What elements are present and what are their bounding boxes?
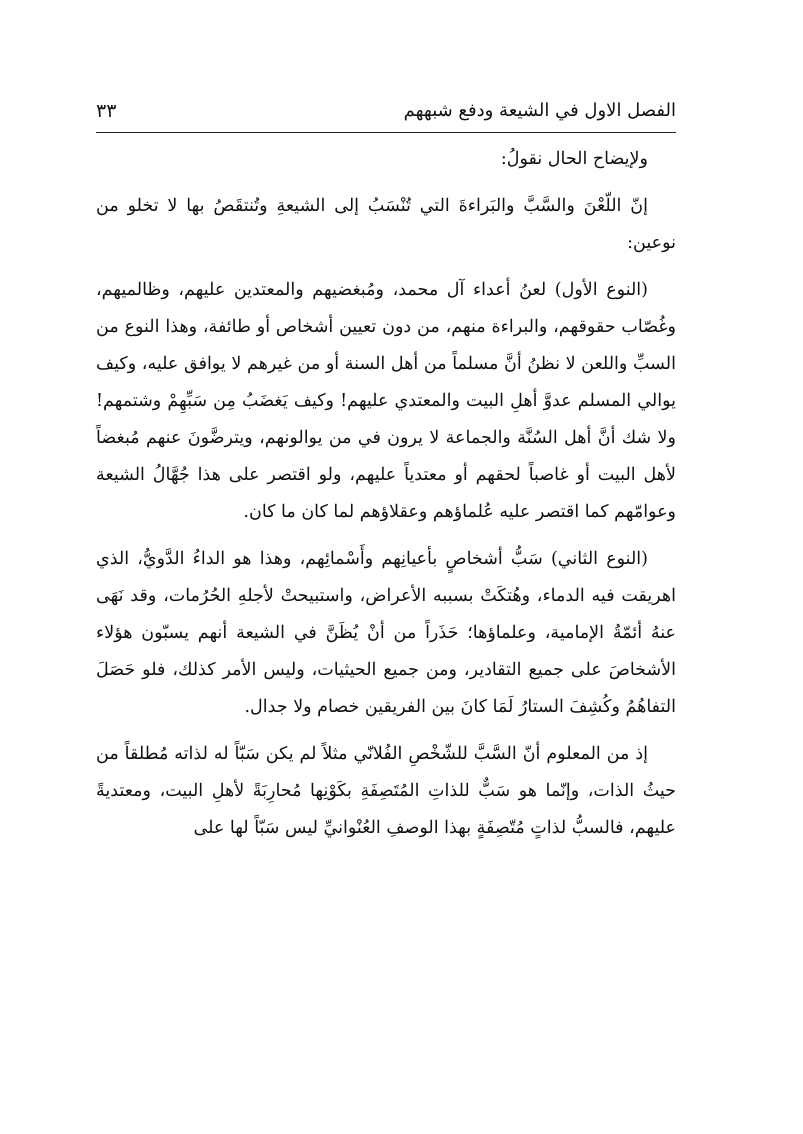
paragraph-second-type: (النوع الثاني) سَبُّ أشخاصٍ بأعيانِهم وأَسْمائِهم، وهذا هو الداءُ الدَّويُّ، الذي اهريقت فيه الدماء، وهُتكَتْ بسببه الأعراض، واستبيحتْ لأجلهِ الحُرُمات، وقد نَهَى عنهُ أئمّةُ الإمامية، وعلماؤها؛ حَذَراً من أنْ يُظَنَّ في الشيعة أنهم يسبّون هؤلاء الأشخاصَ على جميع التقادير، ومن جميع الحيثيات، وليس الأمر كذلك، فلو حَصَلَ التفاهُمُ وكُشِفَ الستارُ لَمَا كانَ بين الفريقين خصام ولا جدال. <box>96 549 676 717</box>
chapter-title: الفصل الاول في الشيعة ودفع شبههم <box>403 100 676 121</box>
page-number: ٣٣ <box>96 100 117 122</box>
running-header <box>96 96 676 133</box>
paragraph-first-type: (النوع الأول) لعنُ أعداء آل محمد، ومُبغضيهم والمعتدين عليهم، وظالميهم، وغُصّاب حقوقهم، والبراءة منهم، من دون تعيين أشخاص أو طائفة، وهذا النوع من السبِّ واللعن لا نظنُ أنَّ مسلماً من أهل السنة أو من غيرهم لا يوافق عليه، وكيف يوالي المسلم عدوَّ أهلِ البيت والمعتدي عليهم! وكيف يَغضَبُ مِن سَبِّهِمْ وشتمهم! ولا شك أنَّ أهل السُنَّة والجماعة لا يرون في من يوالونهم، ويترضَّونَ عنهم مُبغضاً لأهل البيت أو غاصباً لحقهم أو معتدياً عليهم، ولو اقتصر على هذا جُهَّالُ الشيعة وعوامّهم كما اقتصر عليه عُلماؤهم وعقلاؤهم لما كان ما كان. <box>96 280 676 522</box>
paragraph-intro: ولإيضاح الحال نقولُ: <box>500 149 648 169</box>
body-text <box>96 141 676 857</box>
paragraph-two-types: إنّ اللّعْنَ والسَّبَّ والبَراءةَ التي تُنْسَبُ إلى الشيعةِ وتُنتقَصُ بها لا تخلو من نوعين: <box>96 196 676 253</box>
paragraph-explanation: إذ من المعلوم أنّ السَّبَّ للشّخْصِ الفُلانّي مثلاً لم يكن سَبّاً له لذاته مُطلقاً من حيثُ الذات، وإنّما هو سَبٌّ للذاتِ المُتَصِفَةِ بكَوْنِها مُحارِبَةً لأهلِ البيت، ومعتديةً عليهم، فالسبُّ لذاتٍ مُتّصِفَةٍ بهذا الوصفِ العُنْوانيِّ ليس سَبّاً لها على <box>96 744 676 838</box>
